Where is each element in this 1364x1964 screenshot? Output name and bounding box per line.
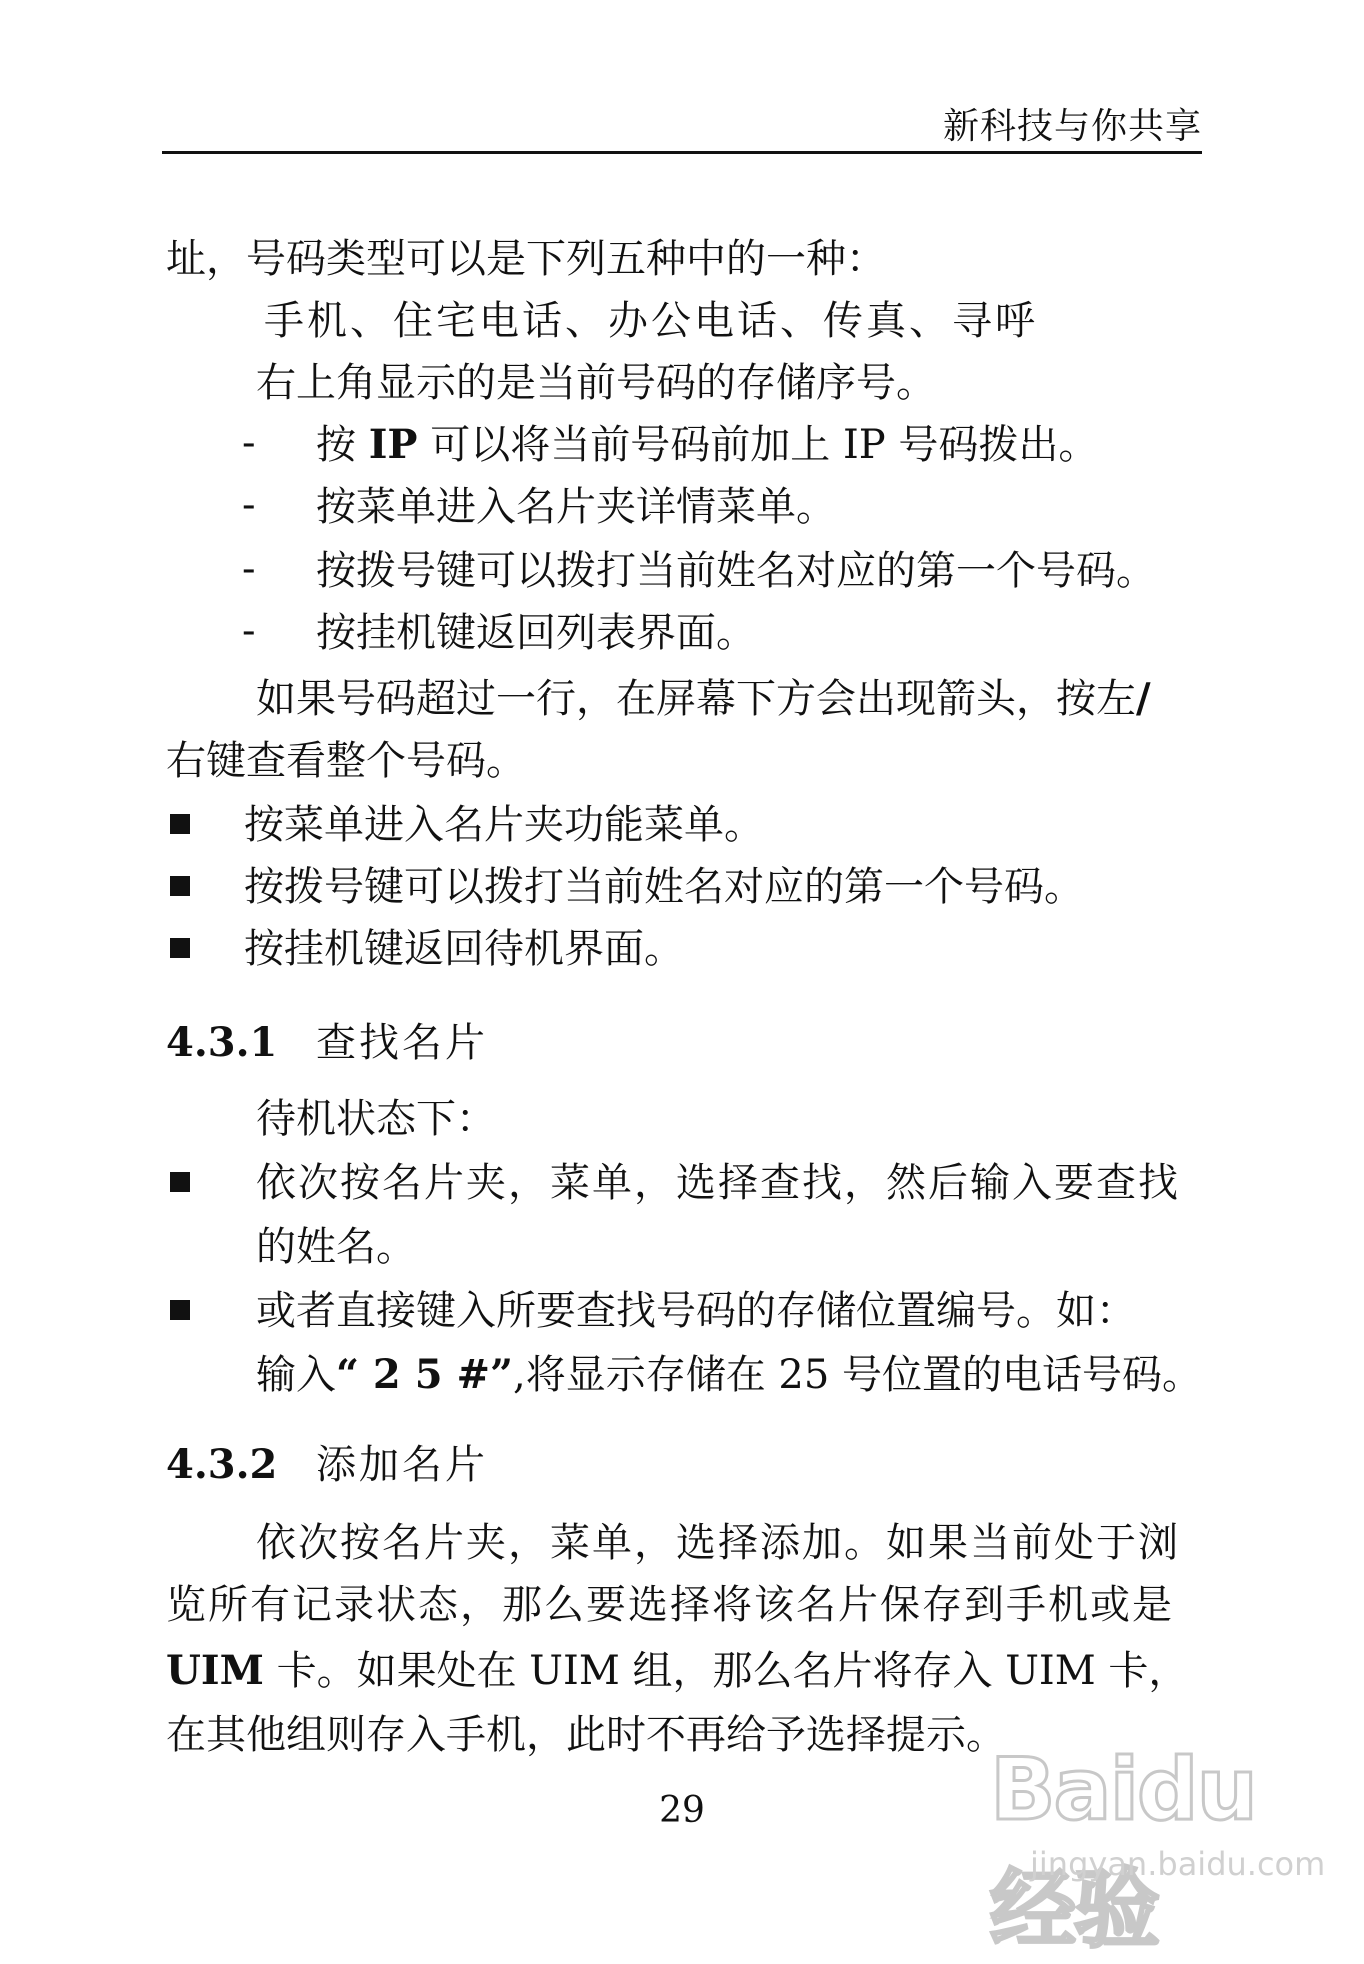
- body-line: 览所有记录状态，那么要选择将该名片保存到手机或是: [166, 1582, 1174, 1628]
- body-line: 在其他组则存入手机，此时不再给予选择提示。: [166, 1712, 1006, 1758]
- body-line: 右上角显示的是当前号码的存储序号。: [256, 360, 936, 406]
- dash-marker: -: [242, 608, 256, 654]
- dash-item-text: 可以将当前号码前加上 IP 号码拨出。: [417, 422, 1099, 468]
- bullet-square-icon: [170, 814, 190, 834]
- body-line: 依次按名片夹，菜单，选择添加。如果当前处于浏: [256, 1520, 1180, 1566]
- section-number: 4.3.1: [166, 1019, 278, 1066]
- bullet-item: 按挂机键返回待机界面。: [244, 926, 684, 972]
- paragraph-text: 卡。如果处在 UIM 组，那么名片将存入 UIM 卡，: [263, 1648, 1189, 1694]
- body-line: [166, 1646, 1188, 1696]
- ip-label: IP: [368, 421, 418, 468]
- bullet-item-text: 输入: [256, 1352, 336, 1398]
- bullet-item: 依次按名片夹，菜单，选择查找，然后输入要查找: [256, 1160, 1180, 1206]
- bullet-square-icon: [170, 1300, 190, 1320]
- section-title: 添加名片: [316, 1442, 488, 1488]
- bullet-item: 或者直接键入所要查找号码的存储位置编号。如：: [256, 1288, 1136, 1334]
- baidu-logo: Baidu经验: [990, 1740, 1256, 1960]
- dash-item: 按拨号键可以拨打当前姓名对应的第一个号码。: [316, 548, 1156, 594]
- dash-marker: -: [242, 546, 256, 592]
- dash-item-text: 按: [316, 422, 369, 468]
- body-line: 址，号码类型可以是下列五种中的一种：: [166, 236, 886, 282]
- bullet-item-continuation: 的姓名。: [256, 1224, 416, 1270]
- header-divider: [162, 151, 1202, 154]
- watermark-url: jingyan.baidu.com: [1030, 1845, 1326, 1883]
- section-number: 4.3.2: [166, 1441, 278, 1488]
- bullet-square-icon: [170, 1172, 190, 1192]
- page-number: 29: [659, 1790, 705, 1831]
- dash-item: [316, 420, 1098, 470]
- header-title: 新科技与你共享: [942, 106, 1202, 147]
- body-line: [256, 674, 1151, 724]
- bullet-item-text: ,将显示存储在 25 号位置的电话号码。: [512, 1352, 1203, 1398]
- body-line: 待机状态下：: [256, 1096, 496, 1142]
- slash: /: [1136, 675, 1151, 722]
- section-title: 查找名片: [316, 1020, 488, 1066]
- body-line: 右键查看整个号码。: [166, 738, 526, 784]
- bullet-square-icon: [170, 876, 190, 896]
- bullet-item: 按菜单进入名片夹功能菜单。: [244, 802, 764, 848]
- paragraph-text: 如果号码超过一行，在屏幕下方会出现箭头，按左: [256, 676, 1136, 722]
- dash-item: 按菜单进入名片夹详情菜单。: [316, 484, 836, 530]
- uim-label: UIM: [166, 1647, 264, 1694]
- dash-marker: -: [242, 482, 256, 528]
- bullet-square-icon: [170, 938, 190, 958]
- dash-item: 按挂机键返回列表界面。: [316, 610, 756, 656]
- dash-marker: -: [242, 420, 256, 466]
- bullet-item: 按拨号键可以拨打当前姓名对应的第一个号码。: [244, 864, 1084, 910]
- body-line: 手机、住宅电话、办公电话、传真、寻呼: [264, 298, 1038, 344]
- bullet-item-continuation: [256, 1350, 1202, 1400]
- baidu-watermark: [960, 1740, 1326, 1960]
- example-input: “ 2 5 #”: [336, 1351, 513, 1398]
